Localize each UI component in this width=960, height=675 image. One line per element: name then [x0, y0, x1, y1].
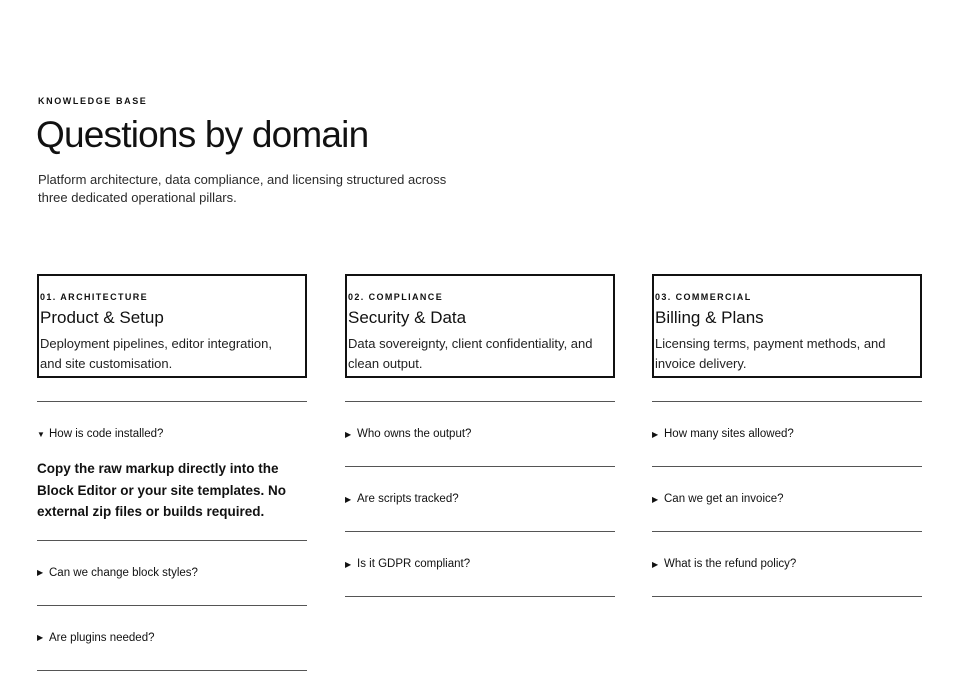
faq-list [345, 401, 615, 597]
triangle-right-icon: ▶ [345, 559, 352, 569]
faq-question-label: Can we get an invoice? [664, 493, 784, 505]
faq-question-toggle[interactable] [652, 467, 922, 531]
pillar-description: Licensing terms, payment methods, and invoice delivery. [655, 336, 886, 371]
faq-question-label: Are plugins needed? [49, 631, 155, 644]
faq-item [37, 606, 307, 671]
pillar-card [652, 274, 922, 378]
triangle-right-icon: ▶ [37, 568, 44, 577]
faq-question-toggle[interactable] [37, 402, 307, 466]
pillar-card [37, 274, 307, 378]
faq-question-toggle[interactable] [652, 402, 922, 466]
faq-item [37, 541, 307, 606]
triangle-right-icon: ▶ [652, 429, 659, 439]
triangle-right-icon: ▶ [345, 494, 352, 504]
faq-question-toggle[interactable] [345, 467, 615, 531]
faq-question-label: Is it GDPR compliant? [357, 558, 471, 570]
faq-list [37, 401, 307, 671]
pillar-column-compliance [345, 274, 615, 597]
faq-question-label: How is code installed? [49, 428, 164, 440]
pillar-column-architecture [37, 274, 307, 671]
faq-item [345, 467, 615, 532]
faq-question-toggle[interactable] [345, 402, 615, 466]
page-subtitle: Platform architecture, data compliance, and licensing structured across three dedicated operational pillars. [38, 172, 447, 205]
pillar-title: Billing & Plans [655, 308, 764, 327]
faq-question-toggle[interactable] [37, 541, 307, 605]
triangle-right-icon: ▶ [652, 494, 659, 504]
faq-answer: Copy the raw markup directly into the Block Editor or your site templates. No external zip files or builds required. [37, 461, 287, 519]
pillar-column-commercial [652, 274, 922, 597]
faq-question-toggle[interactable] [652, 532, 922, 596]
pillar-title: Product & Setup [40, 308, 164, 327]
faq-item [37, 402, 307, 541]
pillar-title: Security & Data [348, 308, 467, 327]
triangle-right-icon: ▶ [345, 429, 352, 439]
faq-question-toggle[interactable] [345, 532, 615, 596]
pillar-kicker: 02. COMPLIANCE [348, 292, 444, 302]
faq-item [652, 467, 922, 532]
pillar-description: Deployment pipelines, editor integration, and site customisation. [40, 336, 272, 371]
triangle-right-icon: ▶ [37, 633, 44, 642]
pillar-kicker: 03. COMMERCIAL [655, 292, 752, 302]
faq-item [652, 532, 922, 597]
faq-list [652, 401, 922, 597]
faq-question-label: What is the refund policy? [664, 558, 797, 570]
faq-question-label: Are scripts tracked? [357, 493, 459, 505]
triangle-down-icon: ▼ [37, 429, 45, 439]
faq-question-toggle[interactable] [37, 606, 307, 670]
faq-question-label: Who owns the output? [357, 428, 472, 440]
faq-item [345, 402, 615, 467]
faq-item [652, 402, 922, 467]
pillar-kicker: 01. ARCHITECTURE [40, 292, 149, 302]
pillar-card [345, 274, 615, 378]
pillar-description: Data sovereignty, client confidentiality, and clean output. [348, 336, 593, 371]
page-title: Questions by domain [36, 114, 369, 155]
faq-item [345, 532, 615, 597]
triangle-right-icon: ▶ [652, 559, 659, 569]
faq-question-label: Can we change block styles? [49, 566, 198, 579]
faq-question-label: How many sites allowed? [664, 428, 794, 440]
eyebrow-label: KNOWLEDGE BASE [38, 96, 148, 106]
